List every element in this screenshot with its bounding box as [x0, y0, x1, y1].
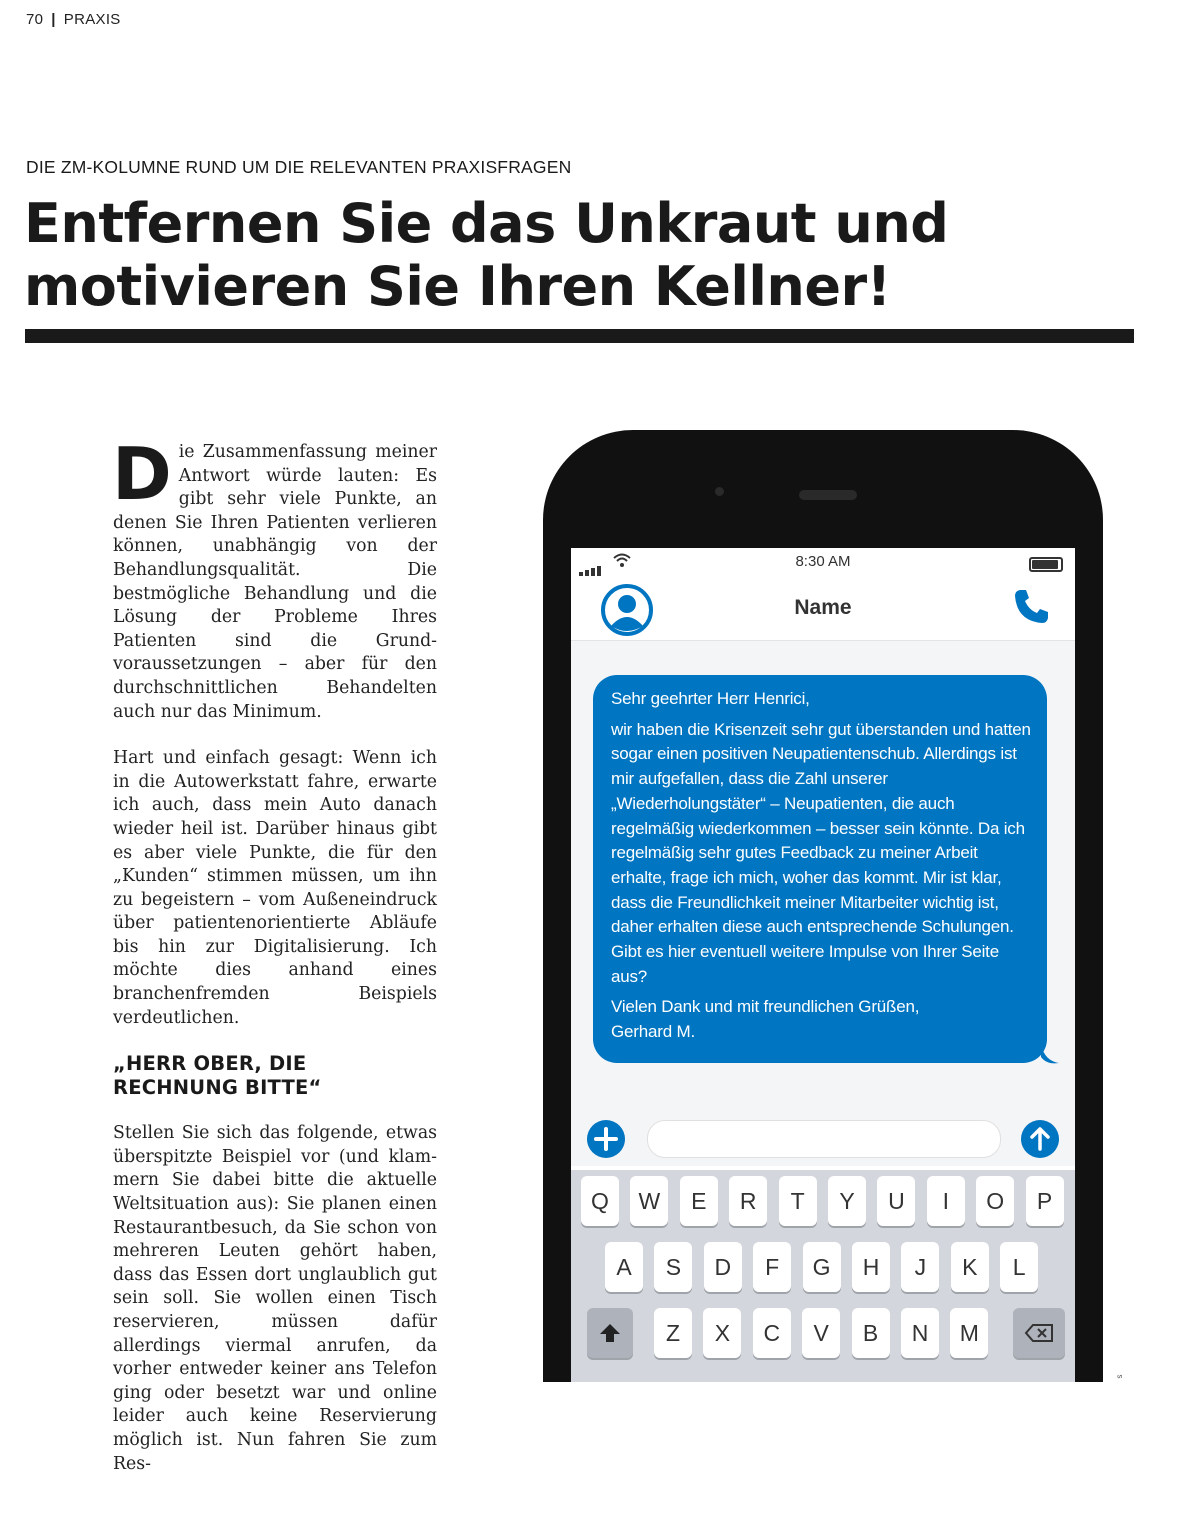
- backspace-key[interactable]: [1013, 1308, 1065, 1358]
- phone-camera: [715, 487, 724, 496]
- key-q[interactable]: Q: [581, 1176, 619, 1226]
- headline: [24, 192, 1124, 318]
- subheading: „HERR OBER, DIE RECHNUNG BITTE“: [113, 1052, 322, 1100]
- key-u[interactable]: U: [877, 1176, 915, 1226]
- key-o[interactable]: O: [976, 1176, 1014, 1226]
- key-h[interactable]: H: [852, 1242, 890, 1292]
- battery-icon: [1029, 557, 1063, 572]
- add-attachment-button[interactable]: [585, 1118, 627, 1160]
- key-s[interactable]: S: [654, 1242, 692, 1292]
- key-a[interactable]: A: [605, 1242, 643, 1292]
- status-bar: [571, 548, 1075, 576]
- shift-key[interactable]: [587, 1308, 633, 1358]
- header-separator: |: [51, 11, 56, 28]
- chat-header: [571, 576, 1075, 641]
- phone-illustration: [543, 430, 1103, 1400]
- key-x[interactable]: X: [703, 1308, 741, 1358]
- article-column: [112, 432, 437, 1476]
- key-k[interactable]: K: [951, 1242, 989, 1292]
- headline-rule: [25, 329, 1134, 343]
- key-l[interactable]: L: [1000, 1242, 1038, 1292]
- paragraph-3: Stellen Sie sich das folgende, etwas überspitzte Beispiel vor (und klammern Sie dabei bitte die aktuelle Weltsituation aus): Sie planen einen Restaurantbesuch, da Sie schon von mehreren Leuten gehört haben, dass das Essen dort unglaublich gut sein soll. Sie wollen einen Tisch reservieren, müssen dafür allerdings viermal anrufen, da vorher entweder keiner ans Telefon ging oder besetzt war und online leider auch keine Reservierung möglich ist. Nun fahren Sie zum Res-: [113, 1123, 437, 1474]
- key-g[interactable]: G: [803, 1242, 841, 1292]
- message-body: wir haben die Krisenzeit sehr gut überstanden und hatten sogar einen positiven Neupatientenschub. Allerdings ist mir aufgefallen, dass die Zahl unserer „Wiederholungstäter“ – Neupatienten, die auch regelmäßig wiederkommen – besser sein könnte. Da ich regelmäßig sehr gutes Feedback zu meiner Arbeit erhalte, frage ich mich, woher das kommt. Mir ist klar, dass die Freundlichkeit meiner Mitarbeiter wichtig ist, daher erhalten diese auch entsprechende Schulungen. Gibt es hier eventuell weitere Impulse von Ihrer Seite aus?: [611, 719, 1031, 986]
- send-button[interactable]: [1019, 1118, 1061, 1160]
- key-w[interactable]: W: [630, 1176, 668, 1226]
- status-time: 8:30 AM: [795, 553, 851, 570]
- bubble-tail: [1041, 1045, 1061, 1065]
- page-bottom-margin: [520, 1382, 1140, 1535]
- key-z[interactable]: Z: [654, 1308, 692, 1358]
- chat-area: [571, 641, 1075, 1128]
- key-r[interactable]: R: [729, 1176, 767, 1226]
- key-m[interactable]: M: [950, 1308, 988, 1358]
- paragraph-1-text: ie Zusammenfassung meiner Antwort würde lauten: Es gibt sehr viele Punkte, an denen Sie Ihren Patienten verlieren können, unabhängig von der Behandlungsqualität. Die bestmögliche Behandlung und die Lösung der Probleme Ihres Patienten sind die Grundvoraussetzungen – aber für den durchschnittlichen Behandelten auch nur das Minimum.: [113, 442, 437, 722]
- message-greeting: Sehr geehrter Herr Henrici,: [611, 689, 810, 708]
- contact-name: Name: [794, 596, 852, 619]
- headline-line-2: motivieren Sie Ihren Kellner!: [24, 255, 891, 318]
- key-y[interactable]: Y: [828, 1176, 866, 1226]
- key-d[interactable]: D: [704, 1242, 742, 1292]
- drop-cap: D: [112, 432, 172, 516]
- kicker: DIE ZM-KOLUMNE RUND UM DIE RELEVANTEN PRAXISFRAGEN: [26, 157, 572, 177]
- running-header: [26, 11, 121, 28]
- message-closing: Vielen Dank und mit freundlichen Grüßen,: [611, 997, 920, 1017]
- key-e[interactable]: E: [680, 1176, 718, 1226]
- key-v[interactable]: V: [802, 1308, 840, 1358]
- message-bubble: [593, 675, 1047, 1063]
- key-f[interactable]: F: [753, 1242, 791, 1292]
- phone-screen: [571, 548, 1075, 1448]
- side-credit: s: [1115, 1374, 1125, 1379]
- key-j[interactable]: J: [901, 1242, 939, 1292]
- phone-speaker: [799, 490, 857, 500]
- headline-line-1: Entfernen Sie das Unkraut und: [24, 192, 949, 255]
- message-input[interactable]: [647, 1120, 1001, 1158]
- paragraph-1: [112, 432, 437, 724]
- key-t[interactable]: T: [779, 1176, 817, 1226]
- backspace-icon: [1024, 1323, 1054, 1343]
- key-n[interactable]: N: [901, 1308, 939, 1358]
- page-number: 70: [26, 11, 44, 28]
- key-i[interactable]: I: [927, 1176, 965, 1226]
- section-name: PRAXIS: [63, 11, 121, 28]
- key-p[interactable]: P: [1026, 1176, 1064, 1226]
- message-input-row: [571, 1116, 1075, 1166]
- message-signature: Gerhard M.: [611, 1022, 695, 1042]
- paragraph-2: Hart und einfach gesagt: Wenn ich in die Autowerkstatt fahre, erwarte ich auch, dass mein Auto danach wieder heil ist. Darüber hinaus gibt es aber viele Punkte, die für den „Kunden“ stimmen müssen, um ihn zu begeistern – vom Außeneindruck über patientenorientierte Abläufe bis hin zur Digitalisierung. Ich möchte dies anhand eines branchenfremden Beispiels verdeutlichen.: [113, 748, 437, 1028]
- key-b[interactable]: B: [852, 1308, 890, 1358]
- shift-arrow-icon: [598, 1321, 622, 1345]
- call-icon[interactable]: [1011, 586, 1051, 626]
- key-c[interactable]: C: [753, 1308, 791, 1358]
